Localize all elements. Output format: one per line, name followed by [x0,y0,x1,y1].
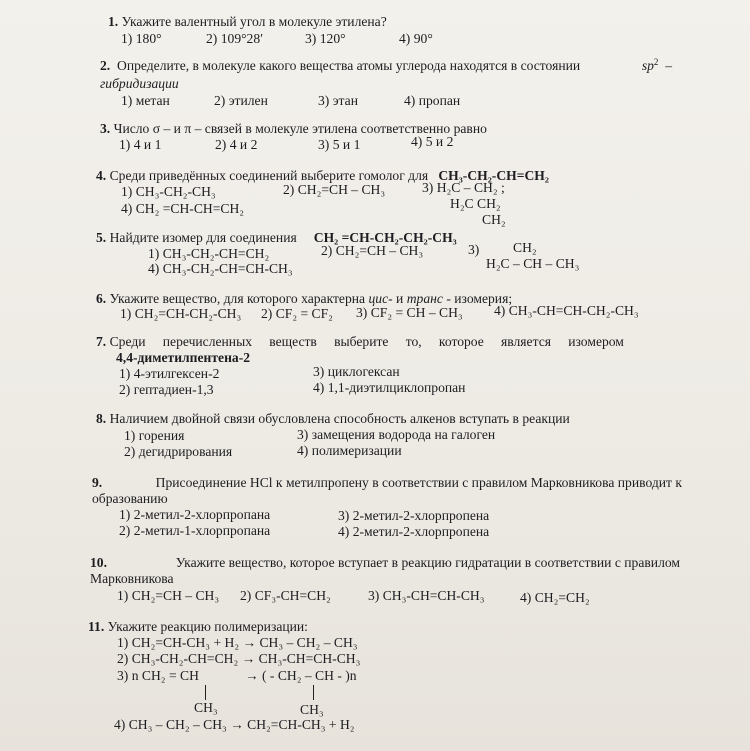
q4-option-4: 4) CH₂ =CH-CH=CH₂ [121,201,244,216]
question-2-dash: – [665,58,672,73]
question-7-target: 4,4-диметилпентена-2 [116,350,251,365]
question-10-text: Укажите вещество, которое вступает в реакцию гидратации в соответствии с правилом [175,555,680,570]
q3-option-2: 2) 4 и 2 [215,137,258,152]
q10-option-4: 4) CH₂=CH₂ [520,590,590,605]
q5-option-3: 3) [468,242,480,257]
q4-option-3: 3) H₂C – CH₂ ; [422,180,505,195]
q6-option-4: 4) CH₃-CH=CH-CH₂-CH₃ [494,303,639,318]
question-7-word-5: то, [405,334,422,349]
q6-option-1: 1) CH₂=CH-CH₂-CH₃ [120,306,242,321]
hybridization-exponent: 2 [653,57,659,67]
question-4-number: 4. [96,168,107,183]
q2-option-4: 4) пропан [404,93,461,108]
question-1 [108,14,387,30]
q8-option-3: 3) замещения водорода на галоген [297,427,496,442]
q7-option-1: 1) 4-этилгексен-2 [119,366,220,381]
q7-option-3: 3) циклогексан [313,364,400,379]
question-8 [96,411,570,427]
q10-option-1: 1) CH₂=CH – CH₃ [117,588,220,603]
q9-option-4: 4) 2-метил-2-хлорпропена [338,524,490,539]
q7-option-4: 4) 1,1-диэтилциклопропан [313,380,466,395]
q6-option-3: 3) CF₂ = CH – CH₃ [356,305,463,320]
hybridization-symbol: sp [641,58,654,73]
question-2-number: 2. [100,58,111,73]
q4-option-2: 2) CH₂=CH – CH₃ [283,182,386,197]
question-3-text: Число σ – и π – связей в молекуле этилена соответственно равно [113,121,487,136]
q10-option-3: 3) CH₃-CH=CH-CH₃ [368,588,485,603]
q11-reaction-3-methyl-left: CH₃ [194,700,218,715]
q3-option-4: 4) 5 и 2 [411,134,454,149]
question-8-text: Наличием двойной связи обусловлена способность алкенов вступать в реакции [109,411,570,426]
q5-option-3-bottom: H₂C – CH – CH₃ [486,256,580,271]
q4-option-3-ring-bottom: CH₂ [482,212,506,227]
question-7-number: 7. [96,334,107,349]
question-7-word-7: является [501,334,551,349]
question-4-formula: CH₃-CH₂-CH=CH₂ [438,168,549,183]
question-2-text-cont: гибридизации [100,76,179,91]
question-5-formula: CH₂ =CH-CH₂-CH₂-CH₃ [313,230,457,245]
q2-option-3: 3) этан [318,93,358,108]
question-10-number: 10. [90,555,107,570]
q1-option-3: 3) 120° [305,31,346,46]
q9-option-1: 1) 2-метил-2-хлорпропана [119,507,271,522]
q11-reaction-2: 2) CH₃-CH₂-CH=CH₂ → CH₃-CH=CH-CH₃ [117,651,361,666]
question-6-text: Укажите вещество, для которого характерна [109,291,366,306]
question-6-number: 6. [96,291,107,306]
question-7-word-4: выберите [334,334,389,349]
q9-option-2: 2) 2-метил-1-хлорпропана [119,523,271,538]
q2-option-1: 1) метан [121,93,170,108]
q8-option-2: 2) дегидрирования [124,444,233,459]
question-7 [96,334,624,350]
q5-option-1: 1) CH₃-CH₂-CH=CH₂ [148,246,270,261]
question-4-text: Среди приведённых соединений выберите гомолог для [109,168,429,183]
q6-option-2: 2) CF₂ = CF₂ [261,306,333,321]
question-7-word-3: веществ [269,334,317,349]
question-11 [88,619,308,635]
q9-option-3: 3) 2-метил-2-хлорпропена [338,508,490,523]
question-7-word-8: изомером [568,334,624,349]
question-11-text: Укажите реакцию полимеризации: [107,619,308,634]
q5-option-3-top: CH₂ [513,240,537,255]
q11-reaction-3-right: → ( - CH₂ – CH - )n [245,668,357,683]
question-10 [90,555,680,571]
question-6-cis: цис- [368,291,393,306]
question-6-trans: транс [406,291,443,306]
question-10-text-cont: Марковникова [90,571,174,586]
question-9 [92,475,682,491]
question-9-number: 9. [92,475,103,490]
question-9-text-cont: образованию [92,491,168,506]
question-2-text: Определите, в молекуле какого вещества атомы углерода находятся в состоянии [117,58,581,73]
question-1-text: Укажите валентный угол в молекуле этилена? [121,14,387,29]
question-6-and: и [396,291,404,306]
q11-reaction-3-methyl-right: CH₃ [300,702,324,717]
question-5-number: 5. [96,230,107,245]
q2-option-2: 2) этилен [214,93,268,108]
q1-option-4: 4) 90° [399,31,433,46]
q4-option-1: 1) CH₃-CH₂-CH₃ [121,184,216,199]
q7-option-2: 2) гептадиен-1,3 [119,382,214,397]
question-6-text-end: - изомерия; [446,291,513,306]
q11-reaction-3-left: 3) n CH₂ = CH [117,668,199,683]
q11-reaction-3-bond-left [205,685,206,700]
q3-option-1: 1) 4 и 1 [119,137,162,152]
q11-reaction-3-bond-right [313,685,314,700]
q11-reaction-4: 4) CH₃ – CH₂ – CH₃ → CH₂=CH-CH₃ + H₂ [114,717,355,732]
question-5-text: Найдите изомер для соединения [109,230,297,245]
q1-option-1: 1) 180° [121,31,162,46]
q8-option-1: 1) горения [124,428,185,443]
q5-option-2: 2) CH₂=CH – CH₃ [321,243,424,258]
question-3-number: 3. [100,121,111,136]
question-7-word-1: Среди [109,334,146,349]
q3-option-3: 3) 5 и 1 [318,137,361,152]
question-1-number: 1. [108,14,119,29]
question-7-word-6: которое [438,334,484,349]
q10-option-2: 2) CF₃-CH=CH₂ [240,588,331,603]
q11-reaction-1: 1) CH₂=CH-CH₃ + H₂ → CH₃ – CH₂ – CH₃ [117,635,358,650]
q1-option-2: 2) 109°28′ [206,31,264,46]
question-9-text: Присоединение HCl к метилпропену в соответствии с правилом Марковникова приводит к [155,475,682,490]
question-7-word-2: перечисленных [162,334,253,349]
question-2 [100,58,672,74]
question-11-number: 11. [88,619,105,634]
q4-option-3-ring-mid: H₂C CH₂ [450,196,501,211]
question-8-number: 8. [96,411,107,426]
q8-option-4: 4) полимеризации [297,443,402,458]
q5-option-4: 4) CH₃-CH₂-CH=CH-CH₃ [148,261,293,276]
